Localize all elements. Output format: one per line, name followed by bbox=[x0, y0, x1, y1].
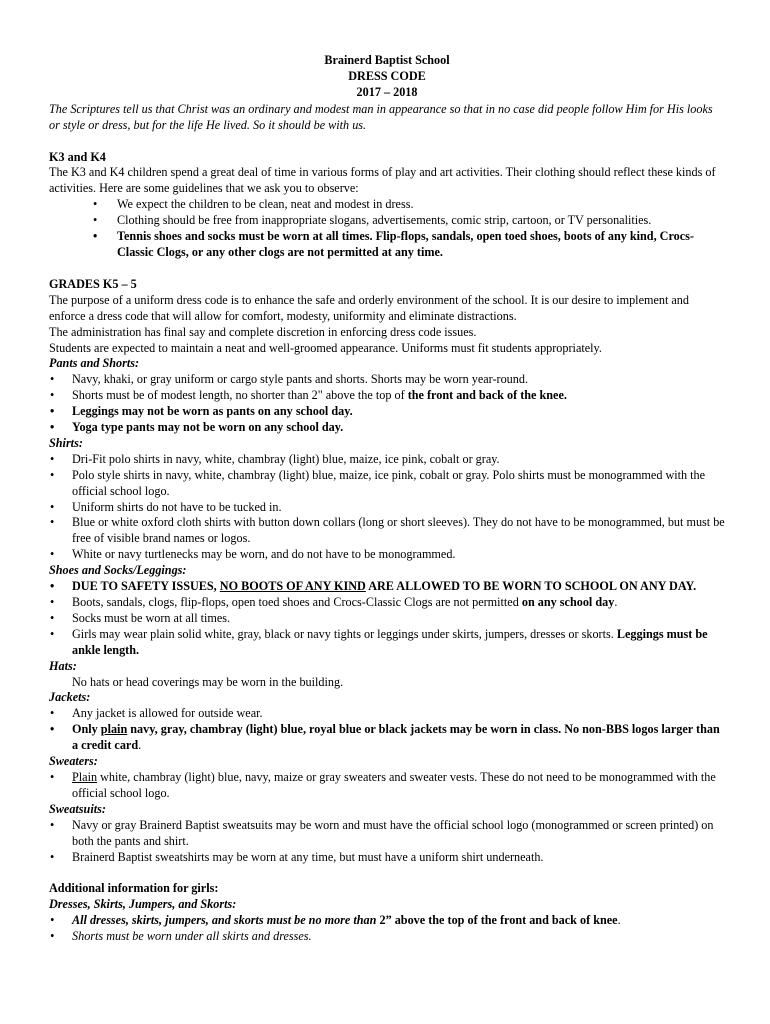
jackets-list bbox=[49, 706, 725, 754]
sweaters-heading: Sweaters: bbox=[49, 754, 98, 769]
list-item: • Dri-Fit polo shirts in navy, white, chambray (light) blue, maize, ice pink, cobalt or gray. bbox=[49, 452, 725, 468]
k3-k4-paragraph: The K3 and K4 children spend a great deal of time in various forms of play and art activities. Their clothing should reflect these kinds of activities. Here are some guidelines that we ask you to observe: bbox=[49, 165, 716, 196]
list-item: • Tennis shoes and socks must be worn at all times. Flip-flops, sandals, open toed shoes, boots of any kind, Crocs-Classic Clogs, or any other clogs are not permitted at any time. bbox=[49, 229, 725, 261]
list-item-emphasis: Leggings must be ankle length. bbox=[72, 626, 708, 657]
school-year: 2017 – 2018 bbox=[356, 84, 418, 99]
list-item: • Leggings may not be worn as pants on any school day. bbox=[49, 404, 725, 420]
list-item: • Any jacket is allowed for outside wear. bbox=[49, 706, 725, 722]
list-item-text: . bbox=[614, 595, 618, 609]
list-item-emphasis: plain bbox=[100, 722, 128, 737]
shirts-list bbox=[49, 452, 725, 563]
list-item-text: DUE TO SAFETY ISSUES, bbox=[72, 579, 220, 594]
sweaters-list bbox=[49, 770, 725, 802]
dress-code-document bbox=[49, 53, 725, 945]
list-item-emphasis: on any school day bbox=[521, 595, 615, 609]
list-item: • Socks must be worn at all times. bbox=[49, 611, 725, 627]
list-item bbox=[49, 770, 725, 802]
k5-5-heading: GRADES K5 – 5 bbox=[49, 276, 137, 291]
list-item bbox=[49, 627, 725, 659]
uniform-purpose-paragraph: The purpose of a uniform dress code is to enhance the safe and orderly environment of the school. It is our desire to implement and enforce a dress code that will allow for comfort, modesty, uniformity and eliminate distractions. bbox=[49, 292, 689, 323]
list-item-emphasis: Plain bbox=[72, 769, 98, 784]
list-item: • Clothing should be free from inappropriate slogans, advertisements, comic strip, cartoon, or TV personalities. bbox=[49, 213, 725, 229]
shirts-heading: Shirts: bbox=[49, 435, 83, 450]
list-item-emphasis: the front and back of the knee bbox=[407, 388, 564, 403]
list-item: • Shorts must be worn under all skirts and dresses. bbox=[49, 929, 725, 945]
list-item bbox=[49, 913, 725, 929]
intro-scripture: The Scriptures tell us that Christ was an ordinary and modest man in appearance so that in no case did people follow Him for His looks or style or dress, but for the life He lived. So it should be with us. bbox=[49, 101, 713, 132]
list-item: • White or navy turtlenecks may be worn, and do not have to be monogrammed. bbox=[49, 547, 725, 563]
k3-k4-heading: K3 and K4 bbox=[49, 149, 106, 164]
list-item: • We expect the children to be clean, neat and modest in dress. bbox=[49, 197, 725, 213]
hats-heading: Hats: bbox=[49, 658, 77, 673]
list-item-text: Only bbox=[72, 722, 101, 737]
list-item-text: . bbox=[617, 913, 621, 928]
document-title: DRESS CODE bbox=[348, 68, 426, 83]
list-item-text: All dresses, skirts, jumpers, and skorts must be no more than bbox=[72, 913, 380, 928]
list-item bbox=[49, 595, 725, 611]
list-item: • Uniform shirts do not have to be tucked in. bbox=[49, 500, 725, 516]
pants-shorts-heading: Pants and Shorts: bbox=[49, 356, 140, 371]
list-item-emphasis: 2” above the top of the front and back of knee bbox=[379, 913, 618, 928]
list-item-text: ARE ALLOWED TO BE WORN TO SCHOOL ON ANY DAY. bbox=[365, 579, 697, 594]
sweatsuits-heading: Sweatsuits: bbox=[49, 801, 106, 816]
list-item: • Blue or white oxford cloth shirts with button down collars (long or short sleeves). They do not have to be monogrammed, but must be free of visible brand names or logos. bbox=[49, 515, 725, 547]
list-item-text: Girls may wear plain solid white, gray, black or navy tights or leggings under skirts, jumpers, dresses or skorts. bbox=[72, 626, 617, 641]
list-item bbox=[49, 722, 725, 754]
list-item: • Navy, khaki, or gray uniform or cargo style pants and shorts. Shorts may be worn year-round. bbox=[49, 372, 725, 388]
list-item: • Yoga type pants may not be worn on any school day. bbox=[49, 420, 725, 436]
girls-heading: Additional information for girls: bbox=[49, 881, 219, 896]
administration-paragraph: The administration has final say and complete discretion in enforcing dress code issues. bbox=[49, 324, 477, 339]
list-item-text: white, chambray (light) blue, navy, maize or gray sweaters and sweater vests. These do not need to be monogrammed with the official school logo. bbox=[72, 769, 716, 800]
list-item: • Polo style shirts in navy, white, chambray (light) blue, maize, ice pink, cobalt or gray. Polo shirts must be monogrammed with the official school logo. bbox=[49, 468, 725, 500]
list-item-text: . bbox=[138, 738, 142, 753]
list-item-text: navy, gray, chambray (light) blue, royal blue or black jackets may be worn in class. No non-BBS logos larger than a credit card bbox=[72, 722, 720, 753]
dresses-skirts-heading: Dresses, Skirts, Jumpers, and Skorts: bbox=[49, 897, 237, 912]
list-item: • Navy or gray Brainerd Baptist sweatsuits may be worn and must have the official school logo (monogrammed or screen printed) on both the pants and shirt. bbox=[49, 818, 725, 850]
sweatsuits-list bbox=[49, 818, 725, 866]
hats-text: No hats or head coverings may be worn in the building. bbox=[72, 674, 344, 689]
list-item-text: Boots, sandals, clogs, flip-flops, open toed shoes and Crocs-Classic Clogs are not permitted bbox=[72, 595, 522, 609]
list-item-text: Shorts must be of modest length, no shorter than 2" above the top of bbox=[72, 388, 408, 403]
jackets-heading: Jackets: bbox=[49, 690, 91, 705]
list-item-emphasis: NO BOOTS OF ANY KIND bbox=[219, 579, 366, 594]
shoes-socks-list bbox=[49, 579, 725, 659]
appearance-paragraph: Students are expected to maintain a neat and well-groomed appearance. Uniforms must fit students appropriately. bbox=[49, 340, 602, 355]
school-name: Brainerd Baptist School bbox=[324, 53, 450, 67]
list-item bbox=[49, 388, 725, 404]
girls-list bbox=[49, 913, 725, 945]
k3-k4-guidelines bbox=[49, 197, 725, 261]
list-item-text: . bbox=[563, 388, 567, 403]
pants-shorts-list bbox=[49, 372, 725, 436]
list-item: • Brainerd Baptist sweatshirts may be worn at any time, but must have a uniform shirt underneath. bbox=[49, 850, 725, 866]
list-item bbox=[49, 579, 725, 595]
shoes-socks-heading: Shoes and Socks/Leggings: bbox=[49, 563, 187, 578]
